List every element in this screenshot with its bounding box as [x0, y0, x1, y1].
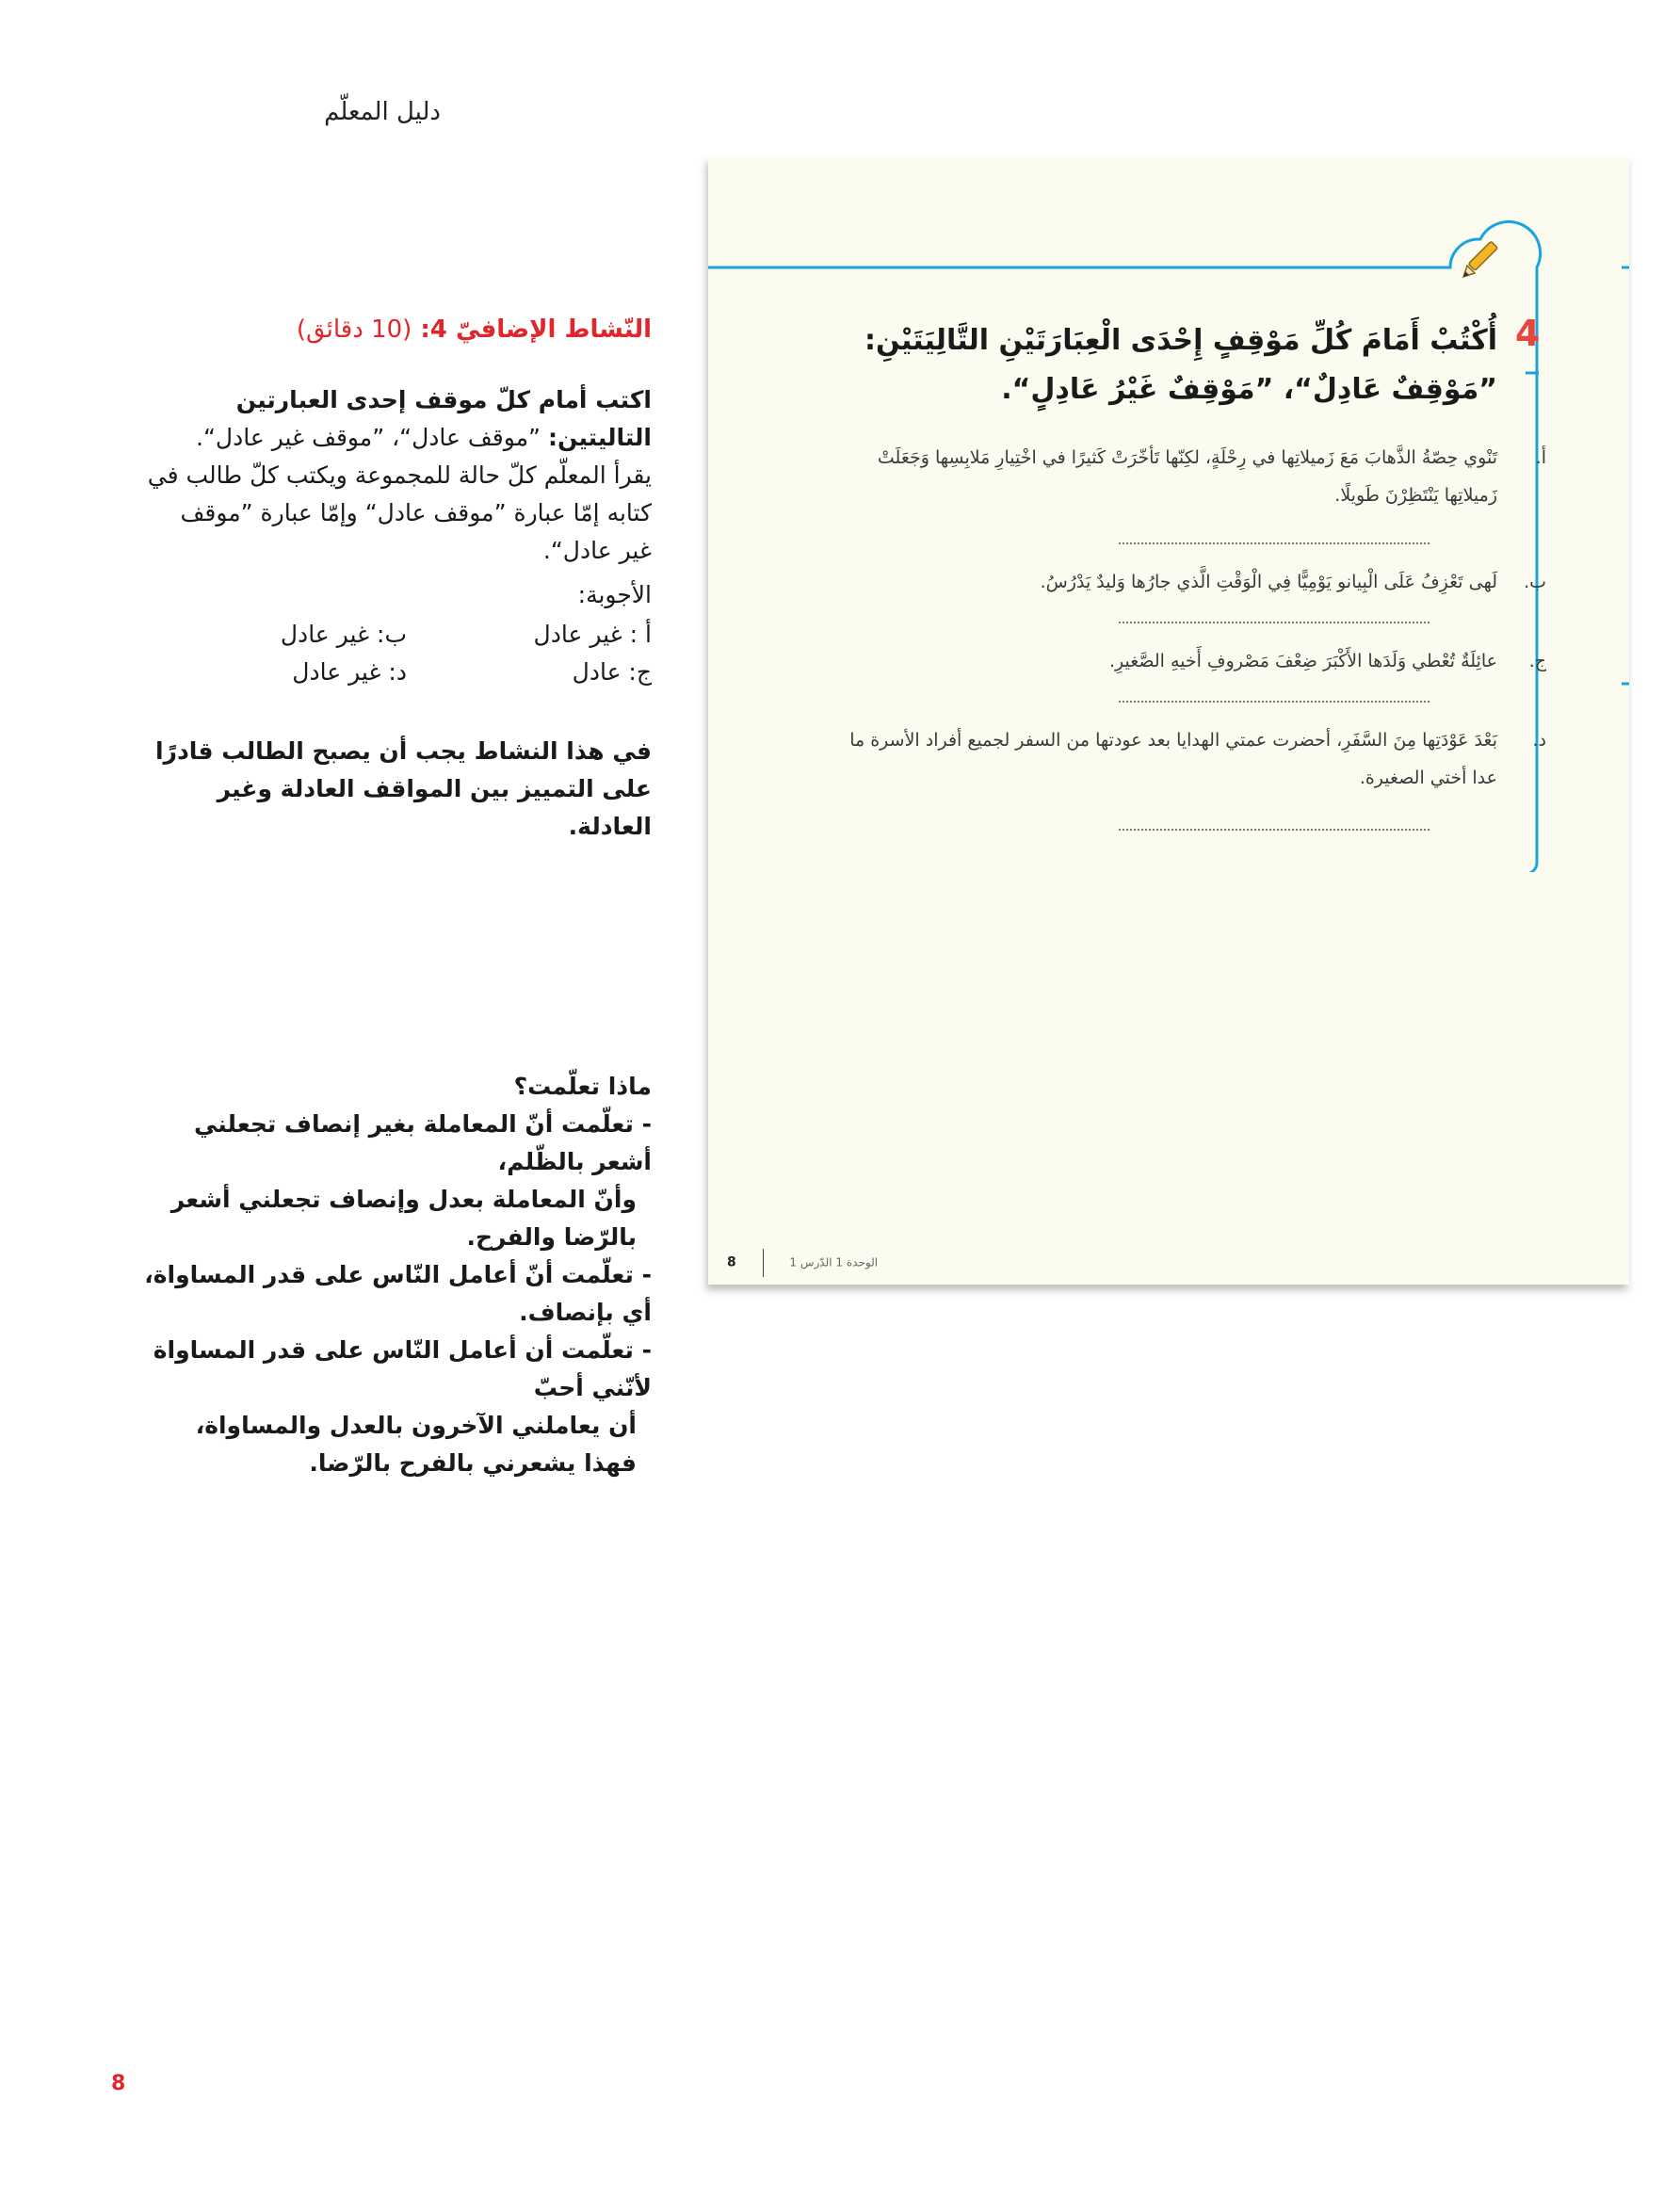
- item-text: عائِلَةٌ تُعْطي وَلَدَها الأَكْبَرَ ضِعْفَ مَصْروفِ أَخيهِ الصَّغيرِ.: [1108, 651, 1497, 671]
- exercise-item-c: [838, 642, 1546, 680]
- item-letter: ب.: [1524, 572, 1546, 592]
- student-page-number: 8: [727, 1254, 736, 1270]
- item-text: تَنْوي حِصّةُ الذَّهابَ مَعَ زَميلاتِها في رِحْلَةٍ، لكِنّها تَأخّرَتْ كَثيرًا في اخْتِيارِ مَلابِسِها وَجَعَلَتْ زَميلاتِها يَنْتَظِرْنَ طَويلًا.: [877, 447, 1497, 506]
- footer-divider: [763, 1249, 764, 1277]
- exercise-item-d: [838, 721, 1546, 797]
- answers-label: الأجوبة:: [577, 581, 652, 608]
- instruction-line2: يقرأ المعلّم كلّ حالة للمجموعة ويكتب كلّ طالب في كتابه إمّا عبارة ”موقف عادل“ وإمّا عبارة ”موقف غير عادل“.: [147, 461, 652, 564]
- item-text: لَهى تَعْزِفُ عَلَى الْبِيانو يَوْمِيًّا فِي الْوَقْتِ الَّذي جارُها وَليدٌ يَدْرُسُ.: [1040, 572, 1497, 592]
- learned-item-3: - تعلّمت أن أعامل النّاس على قدر المساواة لأنّني أحبّ: [153, 1336, 652, 1401]
- learned-title: ماذا تعلّمت؟: [513, 1073, 652, 1100]
- answer-line-d[interactable]: [1119, 829, 1430, 831]
- pencil-icon: [1458, 237, 1503, 283]
- learned-item-1-cont: وأنّ المعاملة بعدل وإنصاف تجعلني أشعر بالرّضا والفرح.: [170, 1186, 637, 1251]
- answer-line-a[interactable]: [1119, 542, 1430, 544]
- student-book-page: [708, 156, 1629, 1285]
- page-number: 8: [111, 2072, 126, 2095]
- item-letter: د.: [1532, 730, 1546, 751]
- footer-lesson: الدّرس 1: [789, 1255, 832, 1269]
- exercise-item-b: [838, 563, 1546, 601]
- activity-heading: [143, 311, 652, 348]
- answer-line-b[interactable]: [1119, 622, 1430, 623]
- answer-b: ب: غير عادل: [280, 621, 407, 648]
- learned-section: [143, 1068, 652, 1482]
- learned-item-3-cont: أن يعاملني الآخرون بالعدل والمساواة، فهذا يشعرني بالفرح بالرّضا.: [195, 1412, 637, 1477]
- exercise-title: أُكْتُبْ أَمَامَ كُلِّ مَوْقِفٍ إِحْدَى الْعِبَارَتَيْنِ التَّالِيَتَيْنِ: ”مَوْقِفٌ عَادِلٌ“، ”مَوْقِفٌ غَيْرُ عَادِلٍ“.: [864, 324, 1497, 406]
- answer-d: د: غير عادل: [292, 658, 407, 686]
- item-letter: أ.: [1535, 447, 1546, 468]
- answer-line-c[interactable]: [1119, 701, 1430, 703]
- footer-unit: الوحدة 1: [835, 1255, 879, 1269]
- activity-duration: (10 دقائق): [296, 315, 412, 344]
- item-letter: ج.: [1528, 651, 1546, 671]
- answer-c: ج: عادل: [572, 658, 652, 686]
- answers-block: [143, 576, 652, 691]
- item-text: بَعْدَ عَوْدَتِها مِنَ السَّفَرِ، أحضرت عمتي الهدايا بعد عودتها من السفر لجميع أفراد الأسرة ما عدا أختي الصغيرة.: [849, 730, 1497, 788]
- exercise-item-a: [838, 439, 1546, 514]
- student-page-footer: [727, 1249, 878, 1277]
- learned-item-1: - تعلّمت أنّ المعاملة بغير إنصاف تجعلني أشعر بالظّلم،: [194, 1110, 652, 1175]
- instruction-bold: اكتب أمام كلّ موقف إحدى العبارتين التاليتين:: [235, 386, 652, 451]
- activity-label: النّشاط الإضافيّ 4:: [420, 315, 652, 344]
- activity-goal: في هذا النشاط يجب أن يصبح الطالب قادرًا على التمييز بين المواقف العادلة وغير العادلة.: [154, 737, 652, 840]
- exercise-number: 4: [1515, 313, 1541, 354]
- answer-a: أ : غير عادل: [533, 621, 652, 648]
- activity-instructions: [143, 381, 652, 570]
- instruction-rest: ”موقف عادل“، ”موقف غير عادل“.: [196, 424, 541, 451]
- guide-title: دليل المعلّم: [324, 98, 441, 126]
- learned-item-2: - تعلّمت أنّ أعامل النّاس على قدر المساواة، أي بإنصاف.: [144, 1261, 652, 1326]
